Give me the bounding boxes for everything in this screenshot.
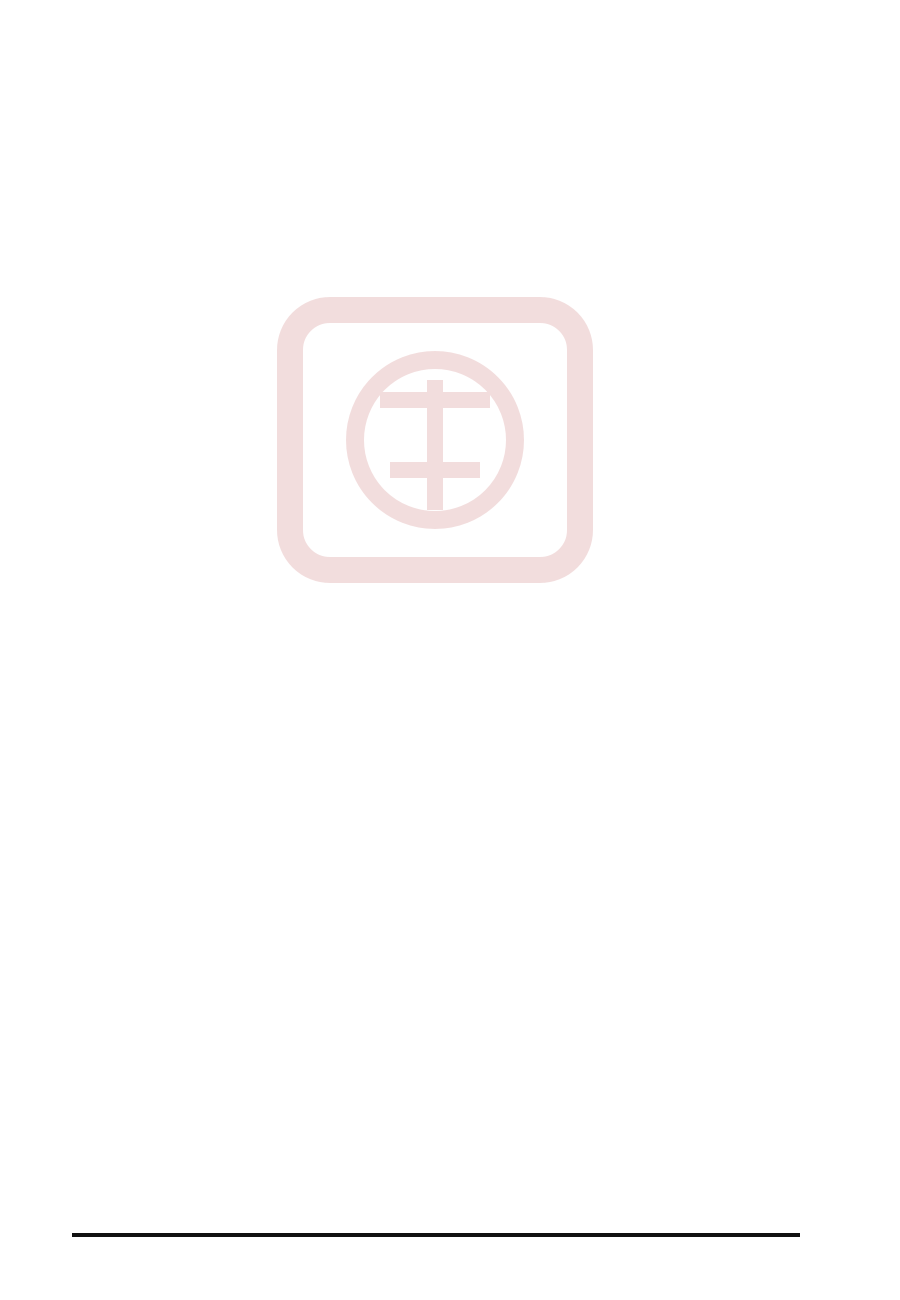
red-seal-watermark-icon [270, 290, 600, 590]
footer-rule [72, 1233, 800, 1237]
